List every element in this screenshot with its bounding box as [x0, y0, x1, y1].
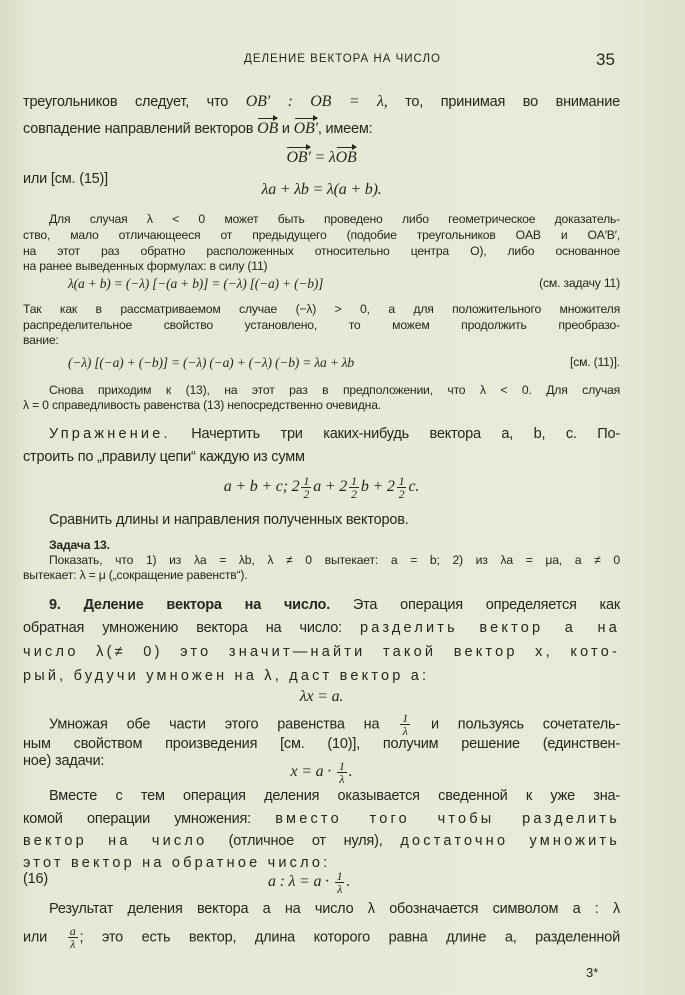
fraction — [337, 760, 347, 785]
text-line: Снова приходим к (13), на этот раз в предположении, что λ < 0. Для случая — [49, 383, 620, 397]
math: c. — [408, 478, 420, 496]
equation-3 — [68, 276, 620, 292]
text-line: распределительное свойство установлено, то можем продолжить преобразо- — [23, 318, 620, 332]
fraction-half — [301, 475, 311, 500]
math — [268, 870, 350, 895]
text-line: число λ(≠ 0) это значит—найти такой вектор x, кото- — [23, 644, 620, 660]
text-line: Так как в рассматриваемом случае (−λ) > 0, а для положительного множителя — [23, 302, 620, 316]
text-line: Сравнить длины и направления полученных векторов. — [49, 512, 409, 528]
section-heading: 9. Деление вектора на число. — [49, 597, 331, 613]
fraction-half — [397, 475, 407, 500]
math: . — [348, 763, 353, 781]
text-line: вание: — [23, 333, 59, 347]
text: и пользуясь сочетатель- — [412, 716, 621, 733]
text-line — [23, 93, 620, 111]
fraction-half — [349, 475, 359, 500]
numerator: 1 — [398, 474, 405, 488]
text-line: на ранее выведенных формулах: в силу (11) — [23, 259, 268, 273]
numerator: 1 — [402, 711, 409, 725]
text-line — [23, 120, 620, 138]
text-line: Вместе с тем операция деления оказывается сведенной к уже зна- — [49, 788, 620, 804]
text-line: вытекает: λ = μ („сокращение равенств“). — [23, 568, 248, 582]
math: x = a · — [290, 763, 335, 781]
equation-4 — [68, 355, 620, 371]
math: a + 2 — [313, 478, 348, 496]
math: a + b + c; 2 — [223, 478, 300, 496]
spaced-text: разделить вектор a на — [359, 620, 621, 636]
text-line: ное) задачи: — [23, 753, 105, 769]
text: или — [23, 929, 66, 946]
math: . — [346, 873, 351, 891]
reference: (см. задачу 11) — [539, 276, 620, 290]
equation-5 — [23, 475, 620, 500]
text: обратная умножению вектора на число: — [23, 620, 360, 636]
denominator: 2 — [398, 487, 405, 501]
denominator: λ — [337, 882, 343, 896]
text: совпадение направлений векторов — [23, 121, 258, 137]
fraction — [335, 870, 345, 895]
equation-6: λx = a. — [299, 688, 344, 705]
text: Начертить три каких-нибудь вектора a, b, c. По- — [170, 426, 620, 442]
math: λ(a + b) = (−λ) [−(a + b)] = (−λ) [(−a) + (−b)] — [68, 276, 324, 291]
text-line: λ = 0 справедливость равенства (13) непосредственно очевидна. — [23, 398, 381, 412]
problem-title: Задача 13. — [49, 538, 110, 552]
exercise-label: Упражнение. — [49, 426, 171, 442]
math: b + 2 — [360, 478, 395, 496]
signature-mark: 3* — [586, 965, 599, 980]
text-line: Показать, что 1) из λa = λb, λ ≠ 0 вытекает: a = b; 2) из λa = μa, a ≠ 0 — [49, 553, 620, 567]
text-line — [23, 712, 620, 737]
denominator: 2 — [303, 487, 310, 501]
math: a : λ = a · — [268, 873, 333, 891]
vector-ob-prime: OB′ — [293, 120, 318, 137]
page-number: 35 — [596, 50, 615, 69]
math: (−λ) [(−a) + (−b)] = (−λ) (−a) + (−λ) (−b) = λa + λb — [68, 355, 354, 370]
numerator: a — [69, 924, 76, 938]
text: то, принимая во внимание — [387, 94, 620, 110]
denominator: λ — [339, 772, 345, 786]
vector: OB — [335, 149, 357, 166]
text: ; это есть вектор, длина которого равна длине a, разделенной — [79, 929, 620, 946]
text-line — [23, 832, 620, 850]
vector-ob: OB — [257, 120, 279, 137]
text-line: ным свойством произведения [см. (10)], получим решение (единствен- — [23, 736, 620, 752]
numerator: 1 — [303, 474, 310, 488]
text: комой операции умножения: — [23, 811, 276, 827]
text: Эта операция определяется как — [330, 597, 620, 613]
equation-2: λa + λb = λ(a + b). — [261, 181, 382, 198]
text-line: этот вектор на обратное число: — [23, 855, 331, 871]
spaced-text: вектор на число — [23, 833, 229, 849]
numerator: 1 — [336, 869, 343, 883]
equation-number: (16) — [23, 871, 48, 887]
numerator: 1 — [338, 759, 345, 773]
vector: OB′ — [286, 149, 311, 166]
fraction-one-over-lambda — [400, 712, 410, 737]
denominator: 2 — [351, 487, 357, 501]
spaced-text: вместо того чтобы разделить — [275, 811, 620, 827]
exercise-line — [23, 425, 620, 443]
text-line: Для случая λ < 0 может быть проведено либо геометрическое доказатель- — [49, 212, 620, 226]
text-line — [23, 619, 620, 637]
equation-16 — [23, 869, 620, 896]
text-line: Результат деления вектора a на число λ обозначается символом a : λ — [49, 901, 620, 917]
equation-1 — [23, 149, 620, 167]
spaced-text: достаточно умножить — [400, 833, 621, 849]
fraction-a-over-lambda — [68, 925, 78, 950]
reference: [см. (11)]. — [570, 355, 620, 369]
math: OB′ : OB = λ, — [245, 93, 388, 110]
numerator: 1 — [351, 474, 357, 488]
text-line — [23, 925, 620, 950]
text-line: на этот раз обратно расположенных относительно центра O), либо основанное — [23, 244, 620, 258]
text-line: рый, будучи умножен на λ, даст вектор a: — [23, 668, 430, 684]
section-9-line — [23, 596, 620, 614]
running-title: ДЕЛЕНИЕ ВЕКТОРА НА ЧИСЛО — [244, 53, 441, 65]
text: и — [278, 121, 294, 137]
math: = λ — [310, 149, 336, 166]
reference-15: или [см. (15)] — [23, 171, 109, 187]
text: , имеем: — [317, 121, 373, 137]
text-line: ство, мало отличающееся от предыдущего (подобие треугольников OAB и OA′B′, — [23, 228, 620, 242]
text: треугольников следует, что — [23, 94, 246, 110]
denominator: λ — [402, 724, 408, 738]
text: Умножая обе части этого равенства на — [49, 716, 399, 733]
denominator: λ — [70, 937, 76, 951]
equation-7 — [23, 760, 620, 785]
text-line: строить по „правилу цепи“ каждую из сумм — [23, 449, 305, 465]
text-line — [23, 810, 620, 828]
text: (отличное от нуля), — [228, 833, 401, 849]
